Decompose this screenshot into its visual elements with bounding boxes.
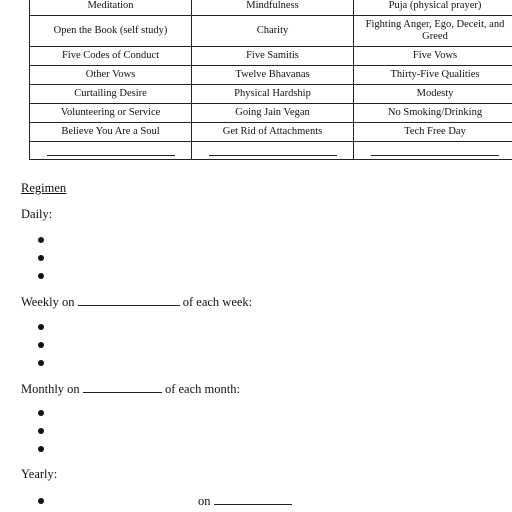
- table-row: [30, 47, 512, 66]
- table-cell: Fighting Anger, Ego, Deceit, and Greed: [354, 16, 512, 47]
- weekly-prefix: Weekly on: [21, 295, 75, 309]
- table-cell: Mindfulness: [192, 0, 354, 16]
- table-cell: Curtailing Desire: [30, 85, 192, 104]
- bullet-point: [38, 273, 44, 279]
- monthly-prefix: Monthly on: [21, 382, 80, 396]
- table-row-blank: [30, 142, 512, 160]
- monthly-line: [21, 381, 240, 397]
- yearly-date-blank[interactable]: [214, 493, 292, 505]
- table-cell: Charity: [192, 16, 354, 47]
- yearly-label: Yearly:: [21, 467, 58, 481]
- bullet-point: [38, 428, 44, 434]
- table-cell: Tech Free Day: [354, 123, 512, 142]
- regimen-title: Regimen: [21, 181, 67, 195]
- blank-entry-cell[interactable]: [354, 142, 512, 160]
- table-row: [30, 85, 512, 104]
- table-cell: Meditation: [30, 0, 192, 16]
- table-row: [30, 104, 512, 123]
- table-row: [30, 0, 512, 16]
- bullet-point: [38, 255, 44, 261]
- bullet-point: [38, 324, 44, 330]
- practices-table: [29, 0, 512, 160]
- blank-line: [209, 146, 337, 156]
- table-row: [30, 66, 512, 85]
- table-row: [30, 123, 512, 142]
- table-cell: Get Rid of Attachments: [192, 123, 354, 142]
- weekly-line: [21, 294, 252, 310]
- blank-line: [371, 146, 499, 156]
- bullet-point: [38, 360, 44, 366]
- table-cell: Open the Book (self study): [30, 16, 192, 47]
- table-cell: Five Codes of Conduct: [30, 47, 192, 66]
- table-cell: Physical Hardship: [192, 85, 354, 104]
- blank-line: [47, 146, 175, 156]
- blank-entry-cell[interactable]: [30, 142, 192, 160]
- table-cell: Puja (physical prayer): [354, 0, 512, 16]
- table-cell: No Smoking/Drinking: [354, 104, 512, 123]
- weekly-day-blank[interactable]: [78, 294, 180, 306]
- bullet-point: [38, 446, 44, 452]
- table-cell: Thirty-Five Qualities: [354, 66, 512, 85]
- bullet-point: [38, 498, 44, 504]
- table-cell: Twelve Bhavanas: [192, 66, 354, 85]
- daily-label: Daily:: [21, 207, 53, 221]
- weekly-suffix: of each week:: [182, 295, 253, 309]
- table-cell: Other Vows: [30, 66, 192, 85]
- table-row: [30, 16, 512, 47]
- table-cell: Modesty: [354, 85, 512, 104]
- bullet-point: [38, 410, 44, 416]
- table-cell: Volunteering or Service: [30, 104, 192, 123]
- yearly-on-label: on: [198, 494, 211, 508]
- monthly-suffix: of each month:: [164, 382, 240, 396]
- yearly-on-line: [198, 493, 292, 509]
- table-cell: Five Samitis: [192, 47, 354, 66]
- table-cell: Five Vows: [354, 47, 512, 66]
- monthly-day-blank[interactable]: [83, 381, 162, 393]
- bullet-point: [38, 342, 44, 348]
- bullet-point: [38, 237, 44, 243]
- table-cell: Believe You Are a Soul: [30, 123, 192, 142]
- table-cell: Going Jain Vegan: [192, 104, 354, 123]
- blank-entry-cell[interactable]: [192, 142, 354, 160]
